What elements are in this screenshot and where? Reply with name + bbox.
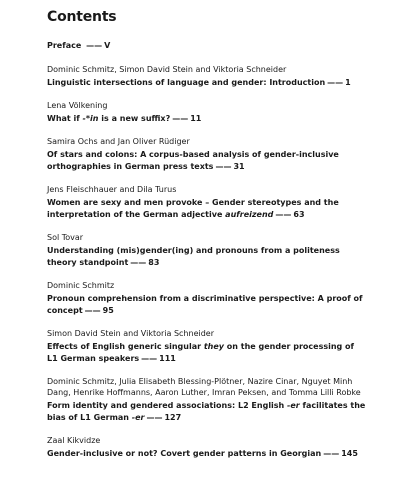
entry-title: Gender-inclusive or not? Covert gender patterns in Georgian —— 145 — [47, 449, 358, 458]
page-separator: —— — [275, 210, 292, 219]
entry-title: Linguistic intersections of language and gender: Introduction —— 1 — [47, 78, 351, 87]
page-separator: —— — [146, 413, 163, 422]
page-separator: —— — [327, 78, 344, 87]
toc-entry[interactable] — [47, 64, 367, 89]
entry-title: Form identity and gendered associations: L2 English -er facilitates the bias of L1 German -er —— 127 — [47, 401, 366, 422]
preface-page: V — [104, 41, 111, 50]
page-separator: —— — [172, 114, 189, 123]
entry-page: 31 — [233, 162, 245, 171]
entry-title: Understanding (mis)gender(ing) and pronouns from a politeness theory standpoint —— 83 — [47, 246, 340, 267]
entry-page: 1 — [345, 78, 351, 87]
page-separator: —— — [86, 41, 103, 50]
page-separator: —— — [130, 258, 147, 267]
entry-authors: Zaal Kikvidze — [47, 436, 101, 445]
preface-label: Preface — [47, 41, 82, 50]
entry-page: 111 — [159, 354, 176, 363]
page-title: Contents — [47, 9, 117, 25]
entry-authors: Lena Völkening — [47, 101, 108, 110]
entry-authors: Sol Tovar — [47, 233, 84, 242]
toc-entry[interactable] — [47, 136, 367, 173]
toc-entry[interactable] — [47, 376, 367, 424]
preface-entry[interactable] — [47, 40, 367, 51]
entry-authors: Jens Fleischhauer and Dila Turus — [47, 185, 177, 194]
entry-authors: Simon David Stein and Viktoria Schneider — [47, 329, 214, 338]
entry-page: 95 — [102, 306, 114, 315]
entry-authors: Dominic Schmitz, Julia Elisabeth Blessing-Plötner, Nazire Cinar, Nguyet Minh Dang, Henrike Hoffmanns, Aaron Luther, Imran Peksen, and Tomma Lilli Robke — [47, 377, 361, 397]
entry-authors: Dominic Schmitz — [47, 281, 115, 290]
entry-page: 83 — [148, 258, 160, 267]
entry-title: Effects of English generic singular they on the gender processing of L1 German speakers —— 111 — [47, 342, 355, 363]
contents-page — [47, 9, 367, 471]
page-separator: —— — [141, 354, 158, 363]
page-separator: —— — [323, 449, 340, 458]
page-separator: —— — [215, 162, 232, 171]
toc-entry[interactable] — [47, 232, 367, 269]
toc-entry[interactable] — [47, 435, 367, 460]
toc-entry[interactable] — [47, 100, 367, 125]
toc-entry[interactable] — [47, 184, 367, 221]
entry-page: 11 — [190, 114, 202, 123]
toc-entry[interactable] — [47, 328, 367, 365]
entry-title: What if -*in is a new suffix? —— 11 — [47, 114, 202, 123]
toc-entry[interactable] — [47, 280, 367, 317]
entry-authors: Dominic Schmitz, Simon David Stein and Viktoria Schneider — [47, 65, 287, 74]
entry-title: Of stars and colons: A corpus-based analysis of gender-inclusive orthographies in German press texts —— 31 — [47, 150, 339, 171]
entry-authors: Samira Ochs and Jan Oliver Rüdiger — [47, 137, 190, 146]
entry-page: 127 — [164, 413, 182, 422]
entry-page: 145 — [341, 449, 358, 458]
entry-title: Pronoun comprehension from a discriminative perspective: A proof of concept —— 95 — [47, 294, 363, 315]
entry-page: 63 — [293, 210, 305, 219]
entry-title: Women are sexy and men provoke – Gender stereotypes and the interpretation of the German adjective aufreizend —— 63 — [47, 198, 339, 219]
page-separator: —— — [84, 306, 101, 315]
